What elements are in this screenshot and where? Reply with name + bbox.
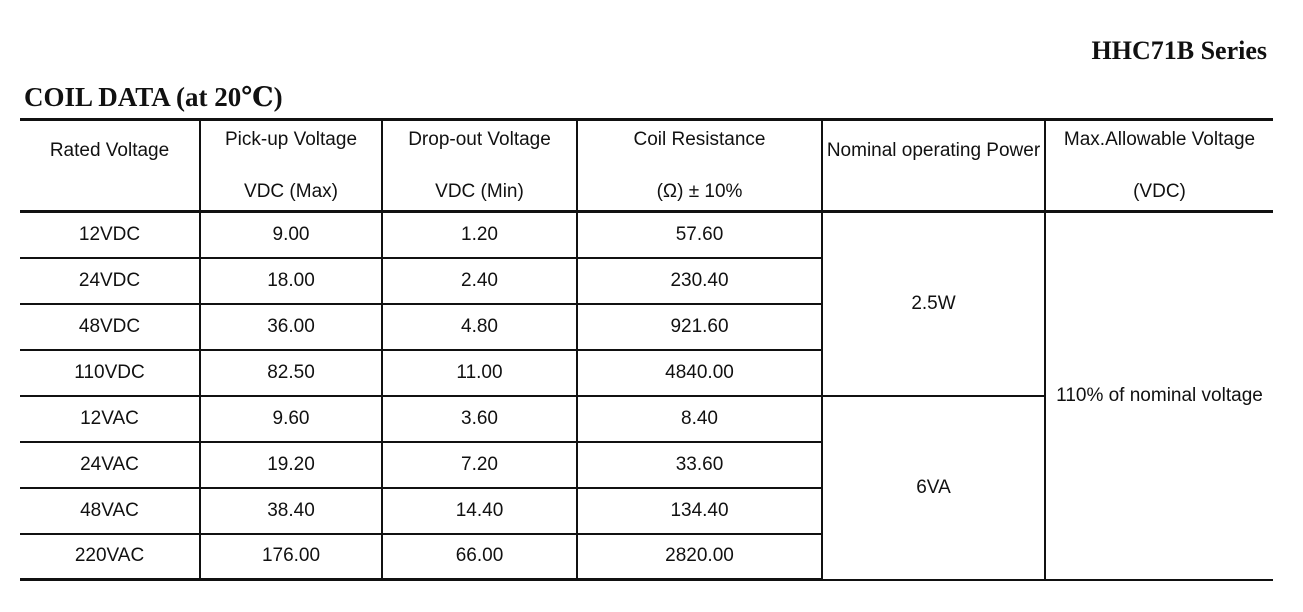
cell-pickup-voltage: 176.00 [200,534,382,580]
cell-pickup-voltage: 9.00 [200,212,382,258]
cell-dropout-voltage: 11.00 [382,350,577,396]
cell-coil-resistance: 134.40 [577,488,822,534]
section-title: COIL DATA (at 20℃) [24,82,283,112]
cell-rated-voltage: 220VAC [20,534,200,580]
coil-data-table [20,118,1273,581]
cell-power-dc: 2.5W [822,212,1045,396]
series-title: HHC71B Series [1091,36,1267,65]
cell-dropout-voltage: 14.40 [382,488,577,534]
header-coil-resistance: Coil Resistance (Ω) ± 10% [577,120,822,212]
cell-rated-voltage: 24VAC [20,442,200,488]
cell-rated-voltage: 48VAC [20,488,200,534]
cell-coil-resistance: 4840.00 [577,350,822,396]
header-nominal-power: Nominal operating Power [822,120,1045,212]
cell-coil-resistance: 8.40 [577,396,822,442]
cell-coil-resistance: 230.40 [577,258,822,304]
cell-max-allowable: 110% of nominal voltage [1045,212,1273,580]
cell-coil-resistance: 2820.00 [577,534,822,580]
table-header-row [20,120,1273,212]
cell-power-ac: 6VA [822,396,1045,580]
cell-dropout-voltage: 3.60 [382,396,577,442]
cell-rated-voltage: 12VAC [20,396,200,442]
cell-dropout-voltage: 4.80 [382,304,577,350]
cell-rated-voltage: 24VDC [20,258,200,304]
cell-dropout-voltage: 1.20 [382,212,577,258]
cell-pickup-voltage: 38.40 [200,488,382,534]
header-rated-voltage: Rated Voltage [20,120,200,212]
header-dropout-voltage: Drop-out Voltage VDC (Min) [382,120,577,212]
cell-dropout-voltage: 2.40 [382,258,577,304]
cell-pickup-voltage: 18.00 [200,258,382,304]
cell-rated-voltage: 48VDC [20,304,200,350]
cell-rated-voltage: 12VDC [20,212,200,258]
table-row [20,212,1273,258]
cell-coil-resistance: 921.60 [577,304,822,350]
cell-pickup-voltage: 9.60 [200,396,382,442]
cell-dropout-voltage: 66.00 [382,534,577,580]
header-pickup-voltage: Pick-up Voltage VDC (Max) [200,120,382,212]
cell-dropout-voltage: 7.20 [382,442,577,488]
header-max-allowable-voltage: Max.Allowable Voltage (VDC) [1045,120,1273,212]
cell-pickup-voltage: 82.50 [200,350,382,396]
cell-coil-resistance: 33.60 [577,442,822,488]
cell-pickup-voltage: 36.00 [200,304,382,350]
cell-pickup-voltage: 19.20 [200,442,382,488]
cell-rated-voltage: 110VDC [20,350,200,396]
cell-coil-resistance: 57.60 [577,212,822,258]
